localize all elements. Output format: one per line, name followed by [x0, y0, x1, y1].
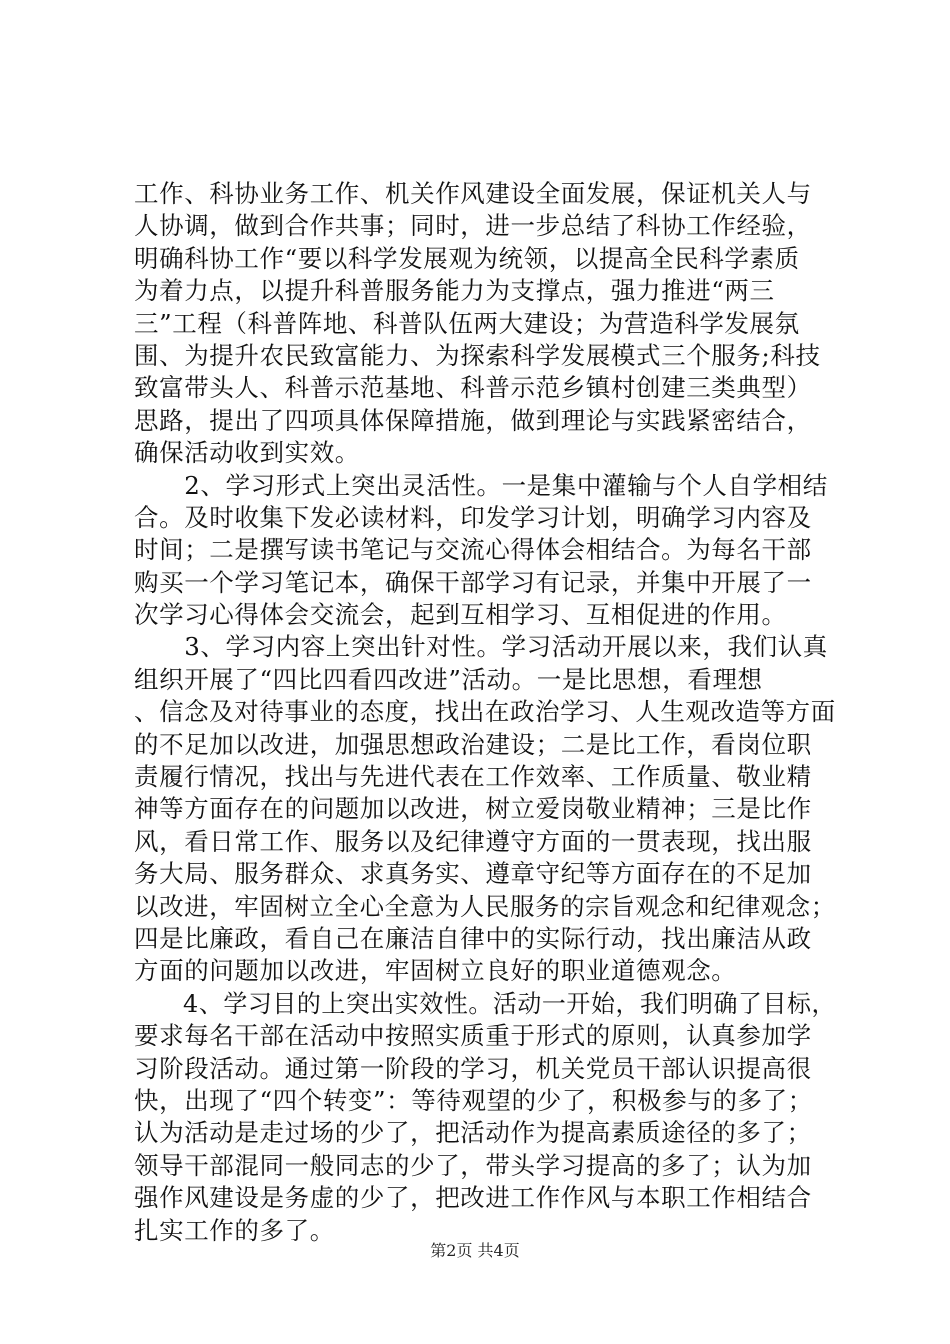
text-line: 要求每名干部在活动中按照实质重于形式的原则，认真参加学: [134, 1021, 812, 1051]
page-number-footer: 第2页 共4页: [430, 1241, 520, 1260]
text-line: 工作、科协业务工作、机关作风建设全面发展，保证机关人与: [134, 179, 812, 208]
text-line: 合。及时收集下发必读材料，印发学习计划，明确学习内容及: [134, 502, 812, 532]
text-line: 购买一个学习笔记本，确保干部学习有记录，并集中开展了一: [134, 567, 812, 597]
text-line: 扎实工作的多了。: [134, 1215, 335, 1245]
text-line: 时间；二是撰写读书笔记与交流心得体会相结合。为每名干部: [134, 535, 812, 565]
text-line: 人协调，做到合作共事；同时，进一步总结了科协工作经验，: [134, 211, 812, 241]
text-line: 、信念及对待事业的态度，找出在政治学习、人生观改造等方面: [134, 697, 836, 727]
text-line: 认为活动是走过场的少了，把活动作为提高素质途径的多了；: [134, 1118, 812, 1148]
text-line: 3、学习内容上突出针对性。学习活动开展以来，我们认真: [134, 632, 828, 662]
text-line: 为着力点，以提升科普服务能力为支撑点，强力推进“两三: [134, 276, 775, 306]
text-line: 强作风建设是务虚的少了，把改进工作作风与本职工作相结合: [134, 1183, 812, 1213]
text-line: 2、学习形式上突出灵活性。一是集中灌输与个人自学相结: [134, 470, 828, 500]
document-body: [134, 178, 836, 1247]
text-line: 神等方面存在的问题加以改进，树立爱岗敬业精神；三是比作: [134, 794, 812, 824]
text-line: 四是比廉政，看自己在廉洁自律中的实际行动，找出廉洁从政: [134, 923, 812, 953]
text-line: 责履行情况，找出与先进代表在工作效率、工作质量、敬业精: [134, 762, 812, 792]
text-line: 风，看日常工作、服务以及纪律遵守方面的一贯表现，找出服: [134, 826, 812, 856]
text-line: 以改进，牢固树立全心全意为人民服务的宗旨观念和纪律观念；: [134, 891, 836, 921]
text-line: 明确科协工作“要以科学发展观为统领，以提高全民科学素质: [134, 243, 800, 273]
text-line: 4、学习目的上突出实效性。活动一开始，我们明确了目标，: [134, 988, 837, 1018]
text-line: 致富带头人、科普示范基地、科普示范乡镇村创建三类典型）: [134, 373, 812, 403]
text-line: 领导干部混同一般同志的少了，带头学习提高的多了；认为加: [134, 1150, 812, 1180]
text-line: 思路，提出了四项具体保障措施，做到理论与实践紧密结合，: [134, 405, 812, 435]
text-line: 的不足加以改进，加强思想政治建设；二是比工作，看岗位职: [134, 729, 812, 759]
text-line: 方面的问题加以改进，牢固树立良好的职业道德观念。: [134, 956, 737, 986]
text-line: 围、为提升农民致富能力、为探索科学发展模式三个服务;科技: [134, 340, 821, 370]
text-line: 组织开展了“四比四看四改进”活动。一是比思想，看理想: [134, 664, 763, 694]
text-line: 确保活动收到实效。: [134, 438, 360, 468]
text-line: 务大局、服务群众、求真务实、遵章守纪等方面存在的不足加: [134, 859, 812, 889]
text-line: 次学习心得体会交流会，起到互相学习、互相促进的作用。: [134, 600, 787, 630]
text-line: 习阶段活动。通过第一阶段的学习，机关党员干部认识提高很: [134, 1053, 812, 1083]
text-line: 三”工程（科普阵地、科普队伍两大建设；为营造科学发展氛: [134, 308, 800, 338]
text-line: 快，出现了“四个转变”：等待观望的少了，积极参与的多了；: [134, 1085, 813, 1115]
